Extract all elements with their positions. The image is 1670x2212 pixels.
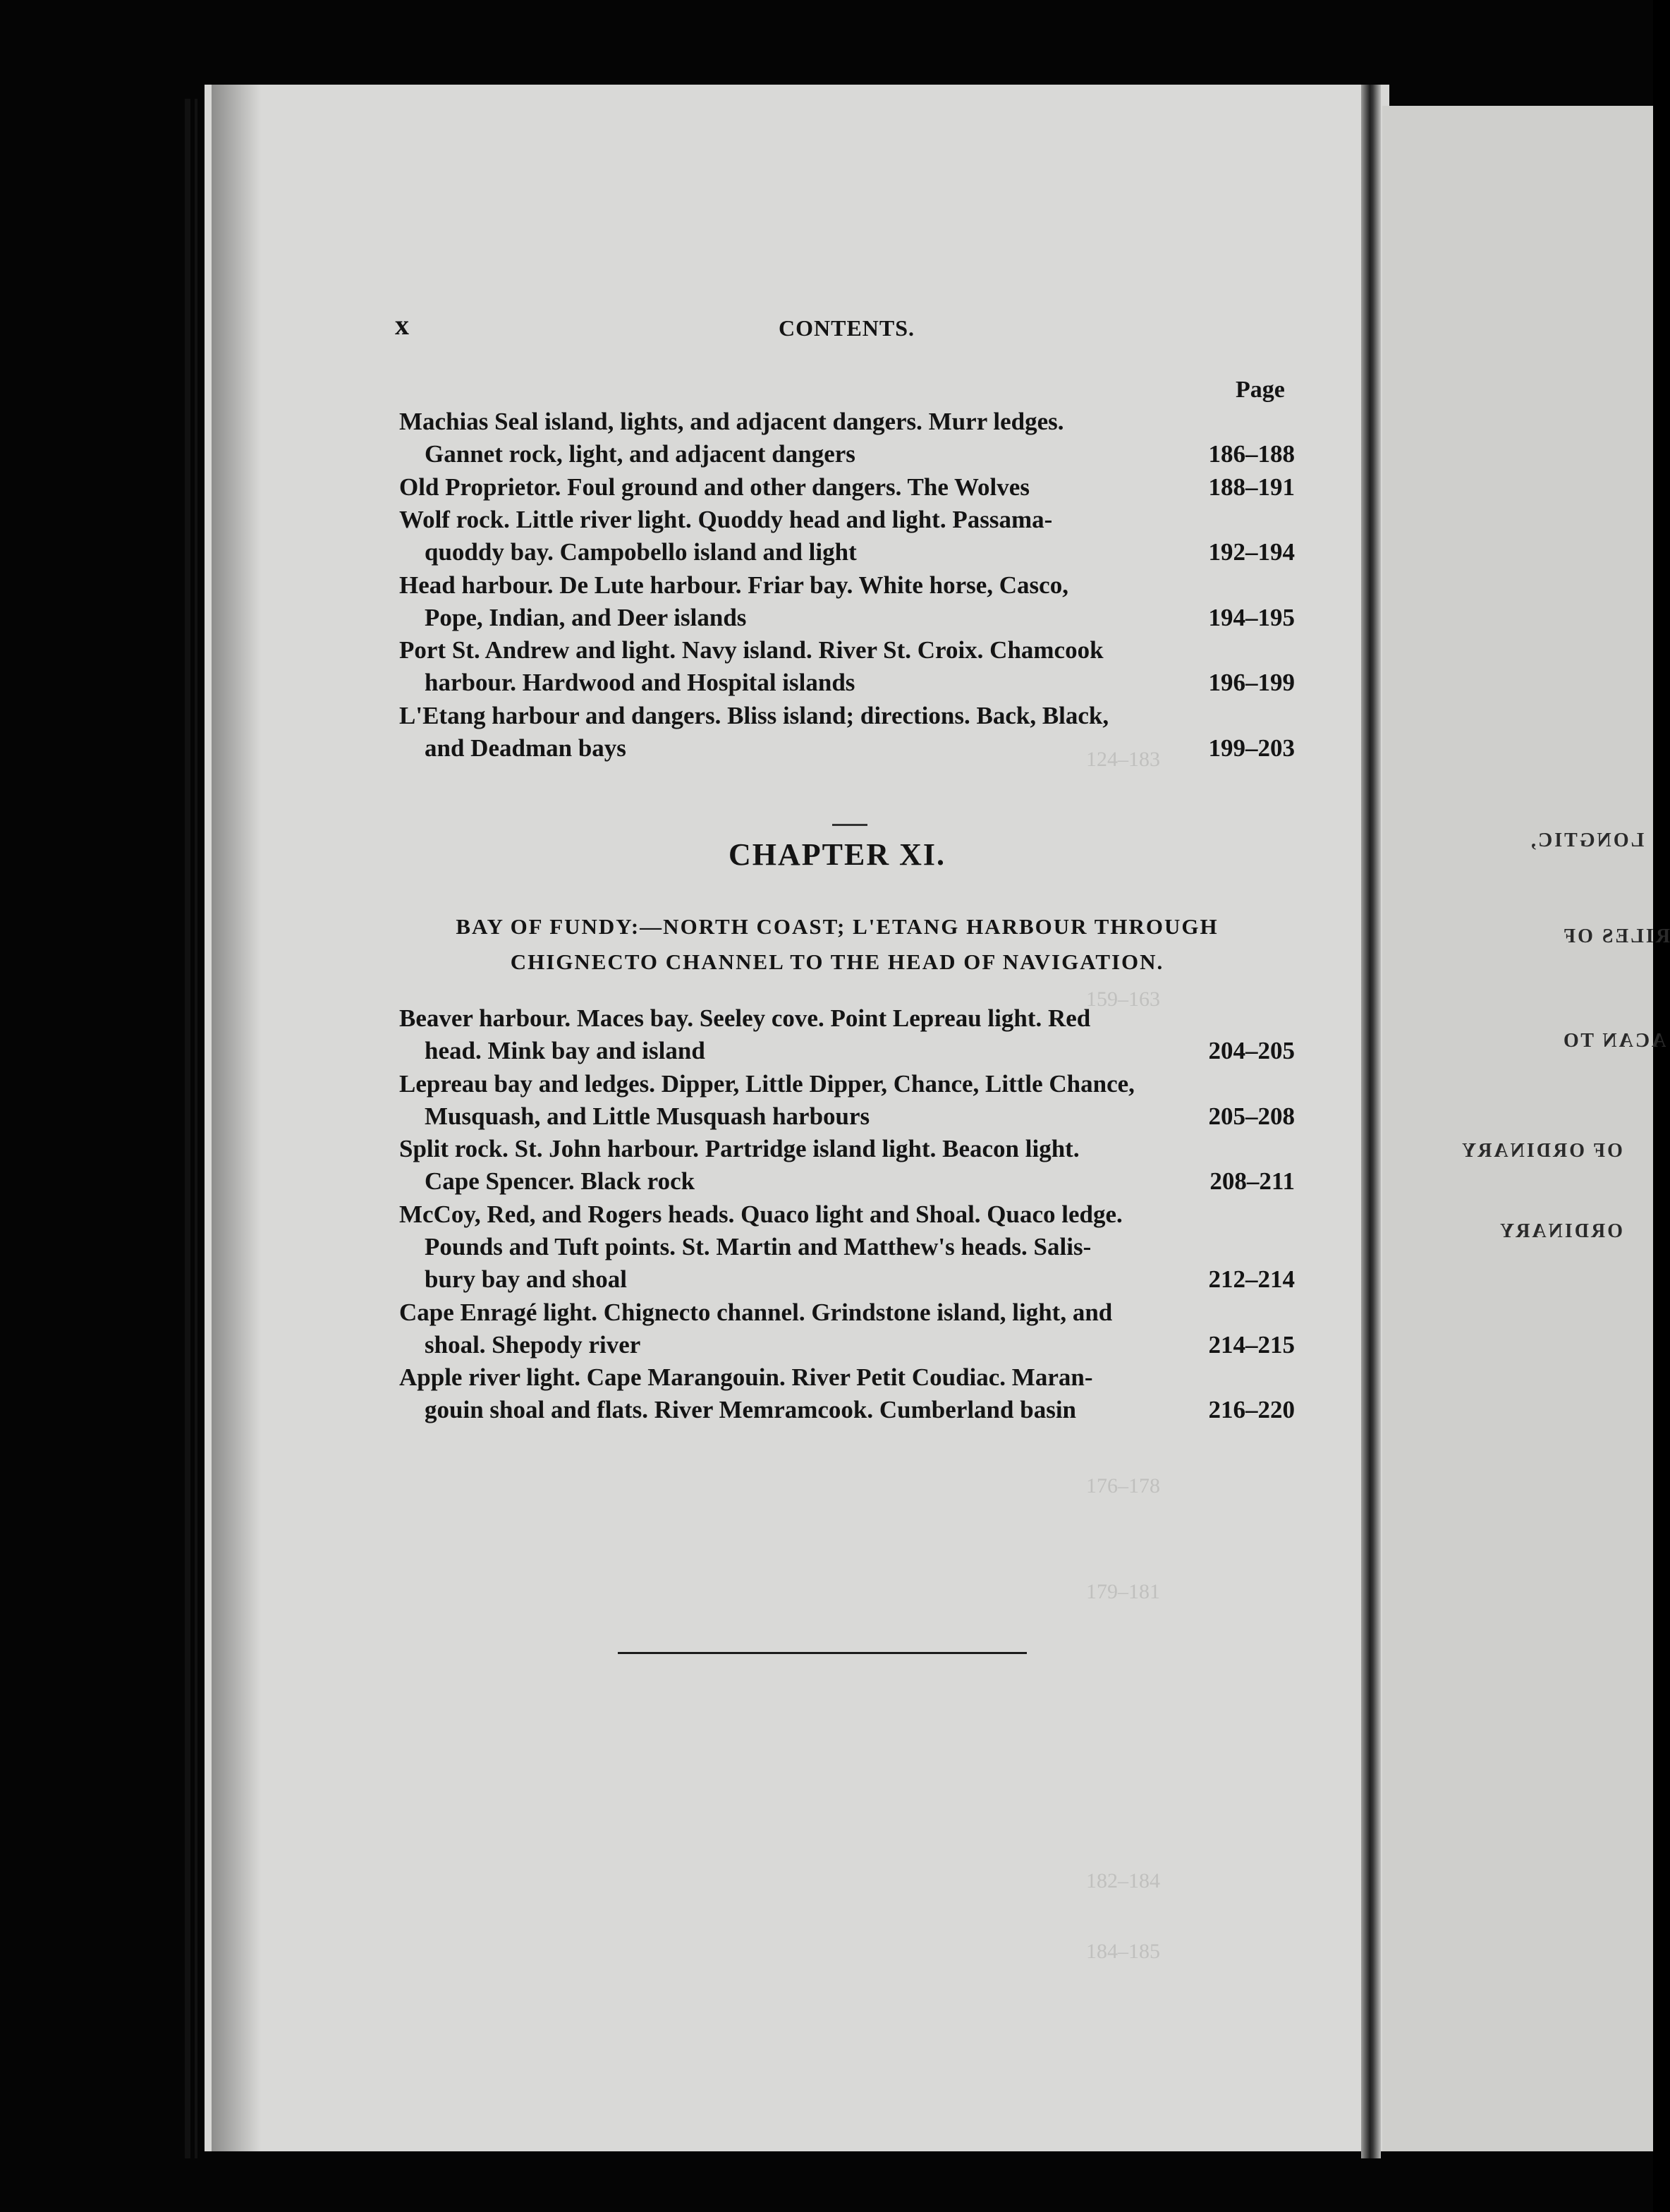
contents-entry-line <box>399 636 1295 669</box>
section-rule <box>618 1652 1027 1654</box>
contents-entry-text: Pounds and Tuft points. St. Martin and Matthew's heads. Salis- <box>425 1232 1092 1260</box>
contents-entry-line <box>399 1102 1295 1135</box>
facing-page-fragment: LONGTIC, <box>1529 830 1645 851</box>
contents-entry <box>399 1299 1295 1363</box>
facing-page-fragment: OF ORDINARY <box>1460 1140 1623 1162</box>
contents-entry-pages: 212–214 <box>1208 1265 1295 1293</box>
contents-entry <box>399 571 1295 636</box>
book-gutter <box>1361 85 1381 2158</box>
contents-entry-text: gouin shoal and flats. River Memramcook. Cumberland basin <box>425 1396 1077 1424</box>
contents-entry-pages: 199–203 <box>1208 734 1295 762</box>
contents-entry-line <box>399 1135 1295 1167</box>
contents-entry-text: Musquash, and Little Musquash harbours <box>425 1102 870 1130</box>
contents-entry-text: harbour. Hardwood and Hospital islands <box>425 669 855 697</box>
contents-entry-text: McCoy, Red, and Rogers heads. Quaco light and Shoal. Quaco ledge. <box>399 1200 1123 1228</box>
page-edge-shadow <box>212 85 261 2151</box>
chapter-subtitle-line: BAY OF FUNDY:—NORTH COAST; L'ETANG HARBOUR THROUGH <box>456 914 1219 939</box>
contents-entry-pages: 196–199 <box>1208 669 1295 697</box>
contents-entry-text: Head harbour. De Lute harbour. Friar bay. White horse, Casco, <box>399 571 1068 599</box>
page-numeral: x <box>395 309 409 341</box>
contents-entry-line <box>399 734 1295 767</box>
contents-entry-line <box>399 506 1295 538</box>
running-head: CONTENTS. <box>779 315 915 341</box>
contents-entry-line <box>399 1299 1295 1331</box>
contents-entry-line <box>399 669 1295 701</box>
contents-entry-line <box>399 440 1295 473</box>
contents-entry-line <box>399 604 1295 636</box>
contents-entry-pages: 216–220 <box>1208 1396 1295 1424</box>
show-through-text: 176–178 <box>1086 1474 1160 1497</box>
contents-entry-line <box>399 473 1295 506</box>
chapter-subtitle-line: CHIGNECTO CHANNEL TO THE HEAD OF NAVIGATION. <box>510 949 1164 974</box>
show-through-text: 179–181 <box>1086 1580 1160 1603</box>
contents-entry-line <box>399 1331 1295 1363</box>
contents-entry-text: shoal. Shepody river <box>425 1330 641 1359</box>
contents-entry-line <box>399 1396 1295 1428</box>
contents-entry-line <box>399 1363 1295 1396</box>
contents-entry-text: Apple river light. Cape Marangouin. River Petit Coudiac. Maran- <box>399 1363 1093 1392</box>
contents-entry-text: Gannet rock, light, and adjacent dangers <box>425 440 855 468</box>
contents-entry-text: Cape Spencer. Black rock <box>425 1167 695 1196</box>
contents-entry-line <box>399 1037 1295 1069</box>
chapter-divider <box>832 824 867 826</box>
contents-entry <box>399 702 1295 767</box>
facing-page-fragment: RILES OF <box>1561 925 1670 947</box>
contents-entry-text: Pope, Indian, and Deer islands <box>425 603 747 631</box>
contents-entry <box>399 1004 1295 1069</box>
contents-entry-text: Lepreau bay and ledges. Dipper, Little Dipper, Chance, Little Chance, <box>399 1069 1135 1098</box>
contents-entry-text: L'Etang harbour and dangers. Bliss island; directions. Back, Black, <box>399 701 1109 729</box>
contents-entry-text: and Deadman bays <box>425 734 626 762</box>
contents-entry-text: Wolf rock. Little river light. Quoddy head and light. Passama- <box>399 505 1053 533</box>
contents-entry-line <box>399 408 1295 440</box>
contents-entry-line <box>399 1167 1295 1200</box>
contents-entry-text: bury bay and shoal <box>425 1265 627 1293</box>
show-through-text: 182–184 <box>1086 1869 1160 1892</box>
contents-entry-text: quoddy bay. Campobello island and light <box>425 537 857 566</box>
page-column-label: Page <box>1236 377 1285 403</box>
contents-entry-line <box>399 1004 1295 1037</box>
facing-page-fragment: ORDINARY <box>1498 1220 1623 1242</box>
contents-entry <box>399 506 1295 571</box>
contents-entry-pages: 208–211 <box>1209 1167 1295 1196</box>
contents-entry-text: Port St. Andrew and light. Navy island. River St. Croix. Chamcook <box>399 636 1104 664</box>
contents-entry-text: Beaver harbour. Maces bay. Seeley cove. Point Lepreau light. Red <box>399 1004 1091 1032</box>
contents-entry <box>399 636 1295 701</box>
contents-entry-pages: 214–215 <box>1208 1330 1295 1359</box>
contents-entry-text: Cape Enragé light. Chignecto channel. Grindstone island, light, and <box>399 1298 1113 1326</box>
contents-entry <box>399 1201 1295 1298</box>
contents-entry <box>399 473 1295 506</box>
contents-entry-line <box>399 1233 1295 1265</box>
contents-entry-pages: 192–194 <box>1208 537 1295 566</box>
facing-page <box>1382 106 1653 2151</box>
contents-entry-line <box>399 702 1295 734</box>
contents-entry-line <box>399 1070 1295 1102</box>
binding-edge <box>195 99 197 2158</box>
show-through-text: 184–185 <box>1086 1940 1160 1963</box>
binding-edge <box>185 99 190 2158</box>
contents-entry-text: head. Mink bay and island <box>425 1037 705 1064</box>
chapter-title: CHAPTER XI. <box>728 837 946 872</box>
contents-entry <box>399 1363 1295 1428</box>
contents-entry <box>399 1070 1295 1135</box>
contents-entry-text: Split rock. St. John harbour. Partridge island light. Beacon light. <box>399 1135 1080 1163</box>
contents-entry-pages: 204–205 <box>1208 1037 1295 1064</box>
show-through-text: 159–163 <box>1086 988 1160 1011</box>
contents-entry-line <box>399 1265 1295 1298</box>
contents-entry-text: Machias Seal island, lights, and adjacent dangers. Murr ledges. <box>399 408 1064 435</box>
facing-page-fragment: ACAN TO <box>1561 1030 1666 1052</box>
contents-entry-pages: 186–188 <box>1208 440 1295 468</box>
contents-entry <box>399 408 1295 473</box>
contents-entry-pages: 205–208 <box>1208 1102 1295 1130</box>
contents-entry-line <box>399 538 1295 571</box>
contents-entry-text: Old Proprietor. Foul ground and other dangers. The Wolves <box>399 473 1030 501</box>
show-through-text: 124–183 <box>1086 748 1160 771</box>
contents-entry <box>399 1135 1295 1200</box>
contents-entry-line <box>399 571 1295 604</box>
contents-entry-pages: 194–195 <box>1208 603 1295 631</box>
contents-entry-pages: 188–191 <box>1208 473 1295 501</box>
contents-entry-line <box>399 1201 1295 1233</box>
